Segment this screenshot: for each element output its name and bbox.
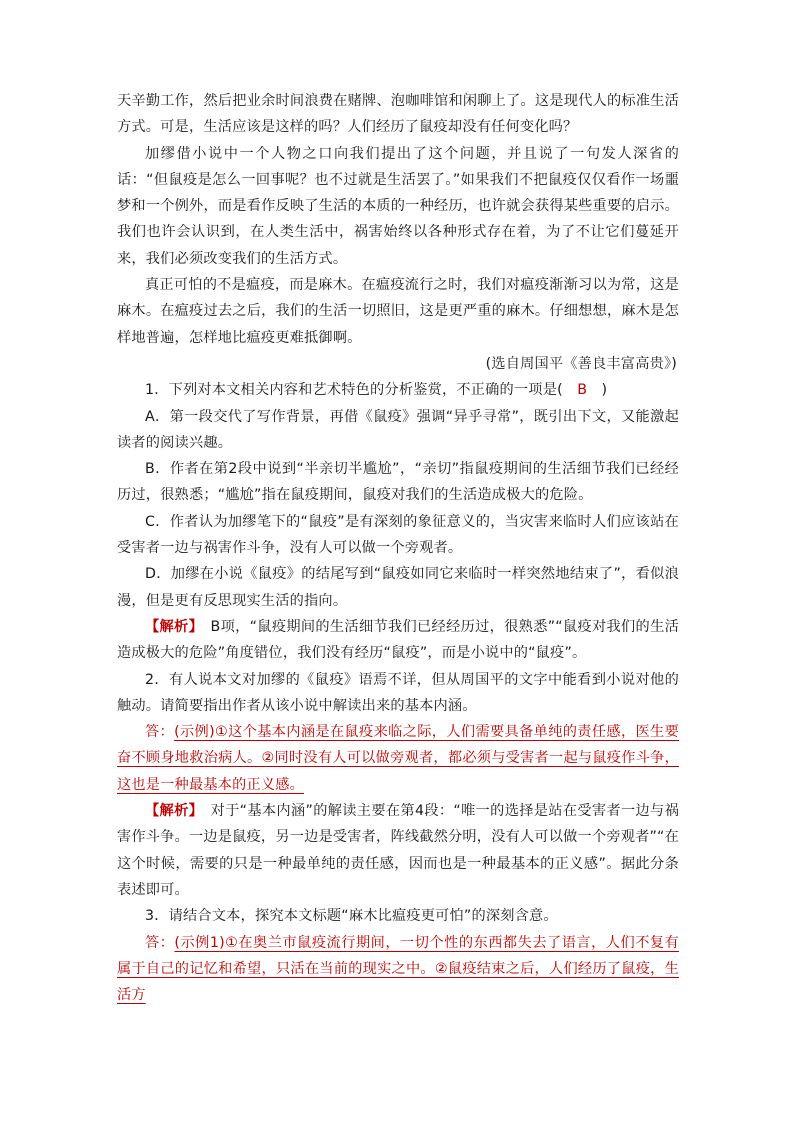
analysis-label: 【解析】 — [145, 803, 197, 820]
answer-label: 答： — [145, 724, 175, 741]
passage-paragraph-0: 天辛勤工作，然后把业余时间浪费在赌牌、泡咖啡馆和闲聊上了。这是现代人的标准生活方式。可是，生活应该是这样的吗？人们经历了鼠疫却没有任何变化吗？ — [117, 93, 679, 136]
question-2-answer — [117, 719, 679, 798]
question-3-answer — [117, 930, 679, 1009]
question-2-analysis-text: 对于“基本内涵”的解读主要在第4段：“唯一的选择是站在受害者一边与祸害作斗争。一边是鼠疫，另一边是受害者，阵线截然分明，没有人可以做一个旁观者”“在这个时候，需要的只是一种最单纯的责任感，因而也是一种最基本的正义感”。据此分条表述即可。 — [117, 803, 679, 898]
question-1-option-c: C．作者认为加缪笔下的“鼠疫”是有深刻的象征意义的，当灾害来临时人们应该站在受害者一边与祸害作斗争，没有人可以做一个旁观者。 — [117, 513, 679, 557]
document-body — [117, 88, 679, 1008]
question-2-analysis — [117, 798, 679, 903]
passage-paragraph-1: 加缪借小说中一个人物之口向我们提出了这个问题，并且说了一句发人深省的话：“但鼠疫是怎么一回事呢？也不过就是生活罢了。”如果我们不把鼠疫仅仅看作一场噩梦和一个例外，而是看作反映了生活的本质的一种经历，也许就会获得某些重要的启示。我们也许会认识到，在人类生活中，祸害始终以各种形式存在着，为了不让它们蔓延开来，我们必须改变我们的生活方式。 — [117, 145, 679, 267]
question-1-stem-close: ) — [587, 382, 608, 399]
question-2-stem: 2．有人说本文对加缪的《鼠疫》语焉不详，但从周国平的文字中能看到小说对他的触动。请简要指出作者从该小说中解读出来的基本内涵。 — [117, 671, 679, 714]
question-3-answer-text: (示例1)①在奥兰市鼠疫流行期间，一切个性的东西都失去了语言，人们不复有属于自己的记忆和希望，只活在当前的现实之中。②鼠疫结束之后，人们经历了鼠疫，生活方 — [117, 934, 679, 1004]
question-1-option-d: D．加缪在小说《鼠疫》的结尾写到“鼠疫如同它来临时一样突然地结束了”，看似浪漫，但是更有反思现实生活的指向。 — [117, 566, 679, 609]
question-1-analysis — [117, 614, 679, 667]
analysis-label: 【解析】 — [145, 618, 196, 635]
question-1-stem-text: 1．下列对本文相关内容和艺术特色的分析鉴赏，不正确的一项是( — [145, 382, 578, 399]
question-1-option-a: A．第一段交代了写作背景，再借《鼠疫》强调“异乎寻常”，既引出下文，又能激起读者的阅读兴趣。 — [117, 408, 679, 451]
question-1-option-b: B．作者在第2段中说到“半亲切半尴尬”，“亲切”指鼠疫期间的生活细节我们已经经历过，很熟悉；“尴尬”指在鼠疫期间，鼠疫对我们的生活造成极大的危险。 — [117, 461, 679, 504]
passage-paragraph-2: 真正可怕的不是瘟疫，而是麻木。在瘟疫流行之时，我们对瘟疫渐渐习以为常，这是麻木。在瘟疫过去之后，我们的生活一切照旧，这是更严重的麻木。仔细想想，麻木是怎样地普遍，怎样地比瘟疫更难抵御啊。 — [117, 277, 679, 346]
answer-label: 答： — [145, 934, 175, 951]
question-1-answer: B — [577, 382, 588, 399]
passage-source: (选自周国平《善良丰富高贵》) — [485, 355, 677, 372]
question-1-analysis-text: B项，“鼠疫期间的生活细节我们已经经历过，很熟悉”“鼠疫对我们的生活造成极大的危险”角度错位，我们没有经历“鼠疫”，而是小说中的“鼠疫”。 — [117, 618, 679, 662]
question-2-answer-text: (示例)①这个基本内涵是在鼠疫来临之际，人们需要具备单纯的责任感，医生要奋不顾身地救治病人。②同时没有人可以做旁观者，都必须与受害者一起与鼠疫作斗争，这也是一种最基本的正义感。 — [117, 724, 679, 793]
question-3-stem: 3．请结合文本，探究本文标题“麻木比瘟疫更可怕”的深刻含意。 — [145, 908, 558, 925]
question-1-stem — [117, 377, 679, 403]
